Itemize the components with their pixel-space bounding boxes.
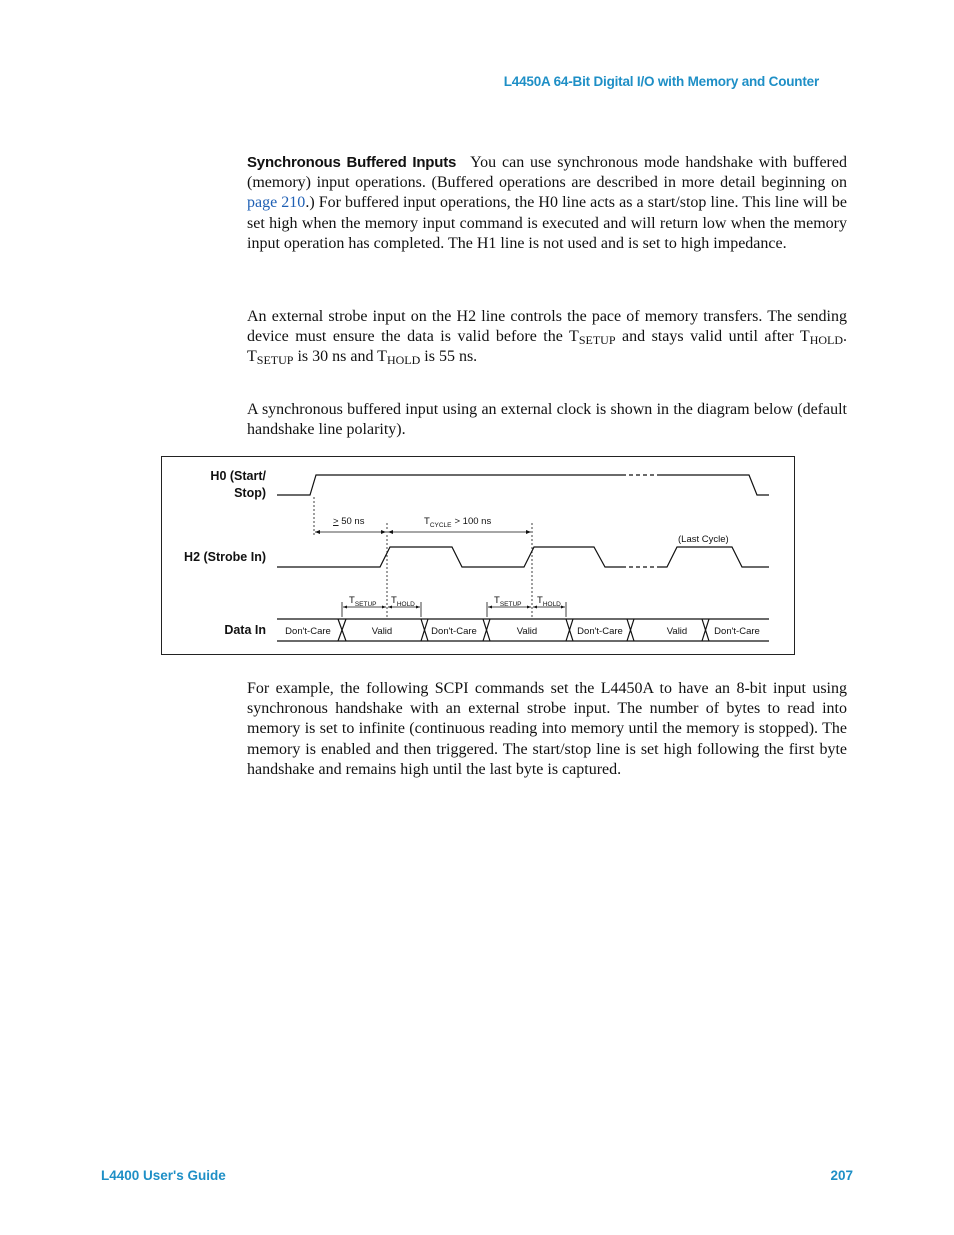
page-number: 207 bbox=[830, 1168, 853, 1183]
h0-label-line2: Stop) bbox=[234, 486, 266, 500]
bus-label-valid-3: Valid bbox=[666, 626, 688, 637]
last-cycle-label: (Last Cycle) bbox=[678, 534, 729, 545]
h2-waveform bbox=[277, 547, 622, 567]
bus-label-dontcare-2: Don't-Care bbox=[431, 626, 477, 637]
para2-text-4: is 30 ns and T bbox=[293, 348, 387, 366]
h0-waveform bbox=[277, 475, 622, 495]
run-in-heading: Synchronous Buffered Inputs bbox=[247, 154, 457, 171]
para2-text-3: . T bbox=[247, 328, 848, 366]
bus-label-dontcare-4: Don't-Care bbox=[714, 626, 760, 637]
para1-text-b: .) For buffered input operations, the H0 line acts as a start/stop line. This line will be set high when the memory input command is executed and will return low when the memory input operation has completed. The H1 line is not used and is set to high impedance. bbox=[247, 194, 848, 252]
h2-label: H2 (Strobe In) bbox=[184, 550, 266, 564]
ge50-label: > 50 ns bbox=[333, 516, 365, 527]
h0-waveform-end bbox=[660, 475, 769, 495]
data-in-label: Data In bbox=[224, 623, 266, 637]
para2-text-5: is 55 ns. bbox=[420, 348, 478, 366]
thold-subscript: HOLD bbox=[809, 333, 844, 348]
h2-waveform-end bbox=[660, 547, 769, 567]
footer-guide-title: L4400 User's Guide bbox=[101, 1168, 226, 1183]
running-header: L4450A 64-Bit Digital I/O with Memory and Counter bbox=[503, 74, 819, 89]
tsetup-label-1: $T_{SETUP}$ bbox=[349, 595, 377, 608]
bus-label-valid-1: Valid bbox=[371, 626, 393, 637]
timing-diagram-svg bbox=[162, 457, 796, 656]
thold-label-1: $T_{HOLD}$ bbox=[391, 595, 415, 608]
tcycle-label: $T_{CYCLE} > 100$ ns bbox=[424, 516, 492, 529]
thold-label-2: $T_{HOLD}$ bbox=[537, 595, 561, 608]
paragraph-scpi-example: For example, the following SCPI commands set the L4450A to have an 8-bit input using synchronous handshake with an external strobe input. The number of bytes to read into memory is set to infinite (continuous reading into memory until the memory is stopped). The memory is enabled and then triggered. The start/stop line is set high following the first byte handshake and remains high until the last byte is captured. bbox=[247, 680, 847, 778]
page-link[interactable]: page 210 bbox=[247, 194, 306, 212]
tsetup-subscript: SETUP bbox=[578, 333, 616, 348]
para2-text-1: An external strobe input on the H2 line controls the pace of memory transfers. The sending device must ensure the data is valid before the T bbox=[247, 308, 847, 346]
paragraph-external-strobe bbox=[247, 307, 847, 368]
bus-label-dontcare-1: Don't-Care bbox=[285, 626, 331, 637]
timing-diagram bbox=[161, 456, 795, 655]
paragraph-diagram-intro: A synchronous buffered input using an external clock is shown in the diagram below (default handshake line polarity). bbox=[247, 401, 847, 439]
bus-label-valid-2: Valid bbox=[516, 626, 538, 637]
tsetup-label-2: $T_{SETUP}$ bbox=[494, 595, 522, 608]
tsetup-subscript: SETUP bbox=[256, 353, 294, 368]
thold-subscript: HOLD bbox=[386, 353, 421, 368]
para1-text-a: You can use synchronous mode handshake with buffered (memory) input operations. (Buffered operations are described in more detail beginning on bbox=[247, 154, 847, 192]
bus-label-dontcare-3: Don't-Care bbox=[577, 626, 623, 637]
h0-label-line1: H0 (Start/ bbox=[210, 469, 266, 483]
para2-text-2: and stays valid until after T bbox=[615, 328, 810, 346]
paragraph-synchronous-buffered-inputs bbox=[247, 153, 847, 254]
